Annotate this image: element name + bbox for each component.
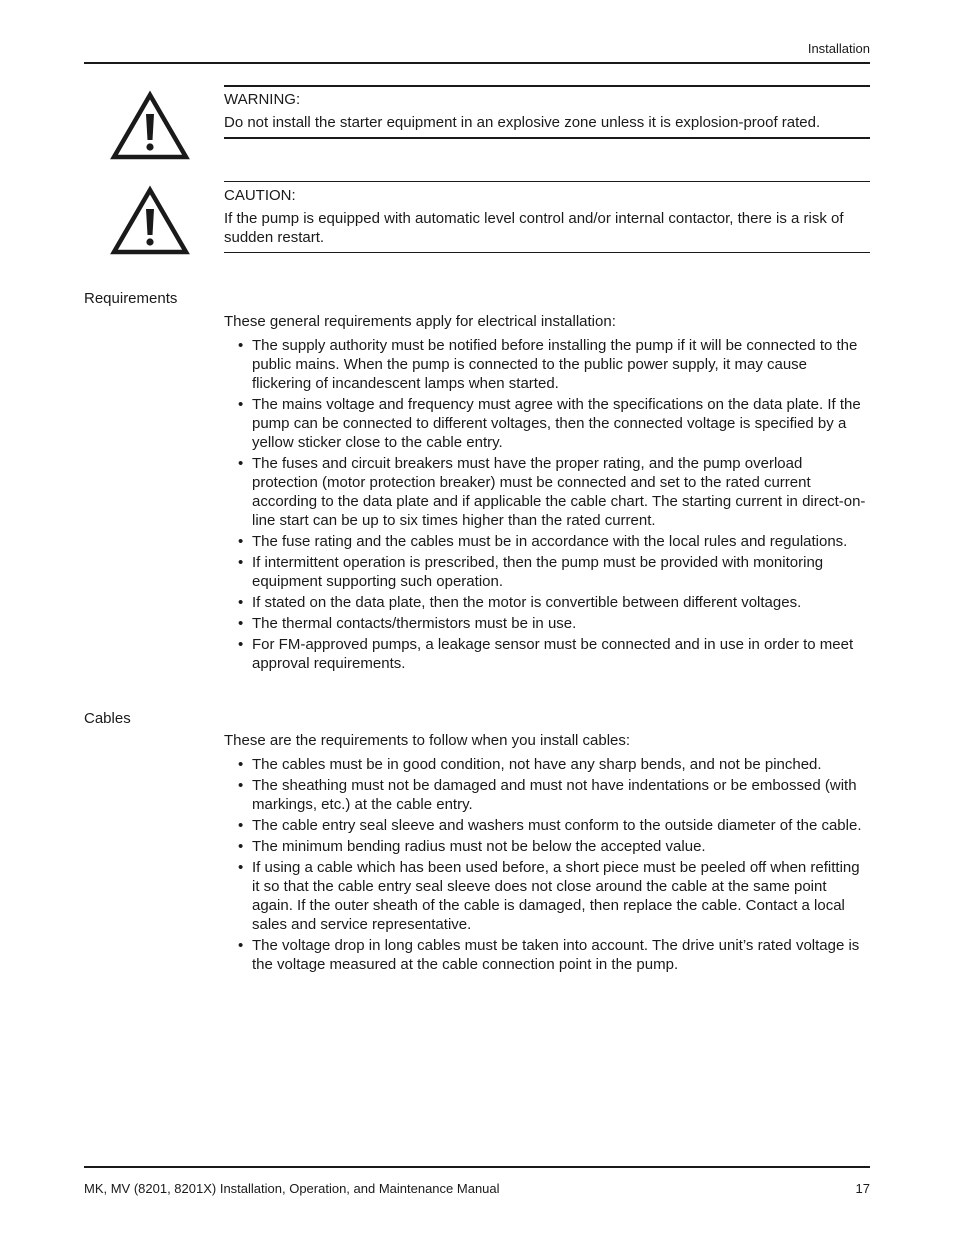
cables-intro: These are the requirements to follow when you install cables: — [224, 732, 631, 749]
list-item: • The fuses and circuit breakers must have the proper rating, and the pump overload protection (motor protection breaker) must be connected and set to the rated current according to the data plate and if applicable the cable chart. The starting current in direct-on-line start can be up to six times higher than the rated current. — [224, 454, 870, 530]
cables-list — [224, 755, 870, 976]
list-item: • For FM-approved pumps, a leakage sensor must be connected and in use in order to meet approval requirements. — [224, 635, 870, 673]
page-number: 17 — [855, 1181, 870, 1196]
list-item: • The fuse rating and the cables must be in accordance with the local rules and regulations. — [224, 532, 870, 551]
caution-top-rule — [224, 181, 870, 182]
header-rule — [84, 62, 870, 64]
list-item: • The minimum bending radius must not be below the accepted value. — [224, 837, 870, 856]
list-item: • The voltage drop in long cables must be taken into account. The drive unit’s rated voltage is the voltage measured at the cable connection point in the pump. — [224, 936, 870, 974]
cables-heading: Cables — [84, 710, 131, 727]
warning-triangle-icon — [110, 90, 190, 162]
list-item: • If intermittent operation is prescribed, then the pump must be provided with monitoring equipment supporting such operation. — [224, 553, 870, 591]
footer-title: MK, MV (8201, 8201X) Installation, Operation, and Maintenance Manual — [84, 1181, 500, 1196]
caution-bottom-rule — [224, 252, 870, 253]
caution-title: CAUTION: — [224, 187, 296, 204]
warning-text: Do not install the starter equipment in an explosive zone unless it is explosion-proof rated. — [224, 114, 821, 131]
requirements-heading: Requirements — [84, 290, 178, 307]
list-item: • If stated on the data plate, then the motor is convertible between different voltages. — [224, 593, 870, 612]
list-item: • The supply authority must be notified before installing the pump if it will be connected to the public mains. When the pump is connected to the public power supply, it may cause flickering of incandescent lamps when started. — [224, 336, 870, 393]
running-header: Installation — [807, 41, 870, 56]
caution-text: If the pump is equipped with automatic level control and/or internal contactor, there is a risk of sudden restart. — [224, 210, 844, 246]
warning-triangle-icon — [110, 185, 190, 257]
list-item: • The mains voltage and frequency must agree with the specifications on the data plate. If the pump can be connected to different voltages, then the connected voltage is specified by a yellow sticker close to the cable entry. — [224, 395, 870, 452]
list-item: • The cables must be in good condition, not have any sharp bends, and not be pinched. — [224, 755, 870, 774]
list-item: • The thermal contacts/thermistors must be in use. — [224, 614, 870, 633]
list-item: • The cable entry seal sleeve and washers must conform to the outside diameter of the cable. — [224, 816, 870, 835]
footer-rule — [84, 1166, 870, 1168]
warning-bottom-rule — [224, 137, 870, 139]
list-item: • The sheathing must not be damaged and must not have indentations or be embossed (with markings, etc.) at the cable entry. — [224, 776, 870, 814]
warning-title: WARNING: — [224, 91, 301, 108]
warning-top-rule — [224, 85, 870, 87]
list-item: • If using a cable which has been used before, a short piece must be peeled off when refitting it so that the cable entry seal sleeve does not close around the cable at the same point again. If the outer sheath of the cable is damaged, then replace the cable. Contact a local sales and service representative. — [224, 858, 870, 934]
requirements-intro: These general requirements apply for electrical installation: — [224, 313, 616, 330]
requirements-list — [224, 336, 870, 675]
